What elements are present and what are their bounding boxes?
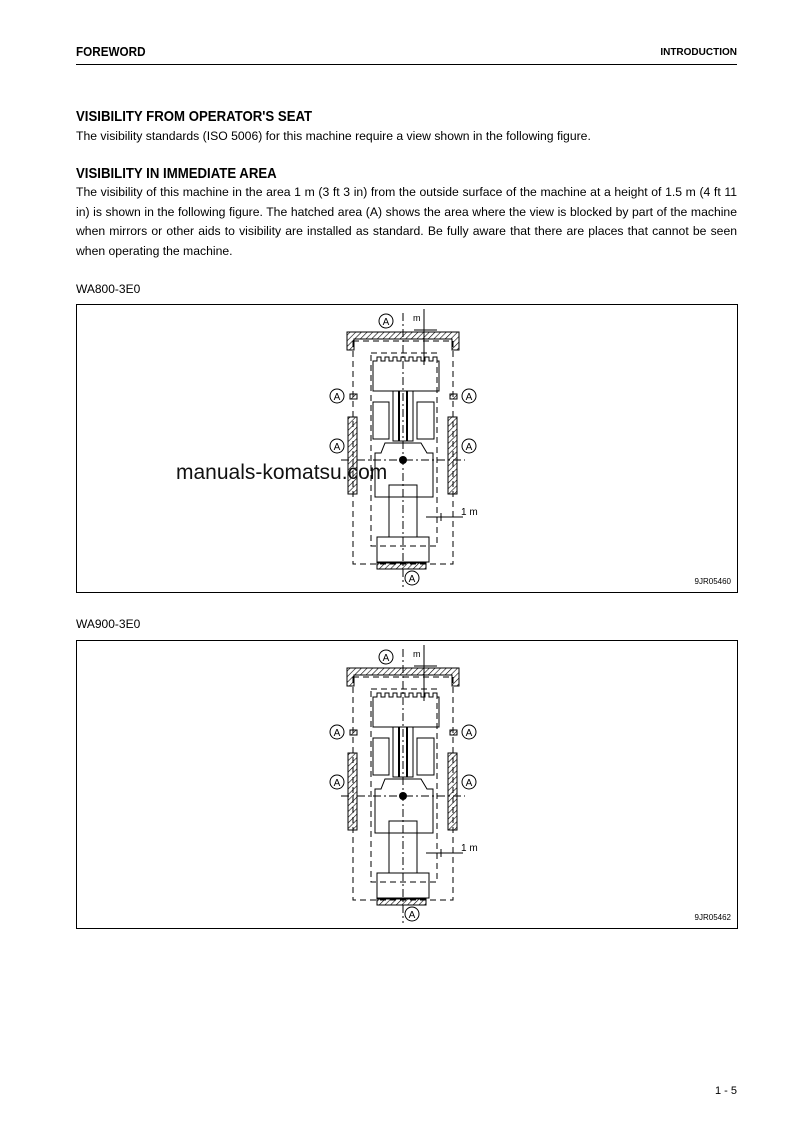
operator-seat-point	[399, 456, 407, 464]
figure-code: 9JR05462	[694, 913, 731, 922]
svg-text:A: A	[465, 442, 473, 453]
header-divider	[76, 64, 737, 65]
visibility-diagram	[77, 641, 737, 928]
svg-text:A: A	[465, 392, 473, 403]
figure-label: WA800-3E0	[76, 282, 141, 296]
svg-text:A: A	[333, 392, 341, 403]
rear-frame	[375, 779, 433, 833]
top-label: m	[413, 313, 421, 323]
area-a-marker	[330, 389, 344, 403]
area-a-marker	[462, 439, 476, 453]
section-body: The visibility of this machine in the area 1 m (3 ft 3 in) from the outside surface of the machine at a height of 1.5 m (4 ft 11 in) is shown in the following figure. The hatched area (A) shows the area where the view is blocked by part of the machine when mirrors or other aids to visibility are installed as standard. Be fully aware that there are places that cannot be seen when operating the machine.	[76, 185, 737, 258]
figure-wa900	[76, 640, 738, 929]
figure-wa800	[76, 304, 738, 593]
svg-text:A: A	[408, 574, 416, 585]
area-a-marker	[462, 389, 476, 403]
figure-label: WA900-3E0	[76, 617, 141, 631]
svg-text:A: A	[382, 317, 390, 328]
svg-text:A: A	[333, 778, 341, 789]
area-a-marker	[462, 725, 476, 739]
operator-seat-point	[399, 792, 407, 800]
header-section: FOREWORD	[76, 44, 146, 59]
area-a-marker	[379, 650, 393, 664]
area-a-marker	[462, 775, 476, 789]
svg-text:A: A	[333, 442, 341, 453]
watermark: manuals-komatsu.com	[176, 461, 388, 484]
area-a-marker	[330, 725, 344, 739]
bucket	[373, 357, 439, 391]
page-number: 1 - 5	[714, 1085, 737, 1097]
svg-text:A: A	[333, 728, 341, 739]
top-label: m	[413, 649, 421, 659]
svg-text:A: A	[408, 910, 416, 921]
distance-label: 1 m	[461, 843, 478, 854]
section-title: VISIBILITY FROM OPERATOR'S SEAT	[76, 108, 313, 125]
figure-code: 9JR05460	[694, 577, 731, 586]
area-a-marker	[379, 314, 393, 328]
svg-text:A: A	[465, 778, 473, 789]
header-chapter: INTRODUCTION	[660, 47, 737, 58]
distance-label: 1 m	[461, 507, 478, 518]
svg-text:A: A	[382, 653, 390, 664]
bucket	[373, 693, 439, 727]
area-a-marker	[330, 439, 344, 453]
section-title: VISIBILITY IN IMMEDIATE AREA	[76, 165, 277, 182]
svg-text:A: A	[465, 728, 473, 739]
area-a-marker	[405, 907, 419, 921]
area-a-marker	[330, 775, 344, 789]
area-a-marker	[405, 571, 419, 585]
visibility-diagram	[77, 305, 737, 592]
section-body: The visibility standards (ISO 5006) for this machine require a view shown in the following figure.	[76, 129, 591, 143]
